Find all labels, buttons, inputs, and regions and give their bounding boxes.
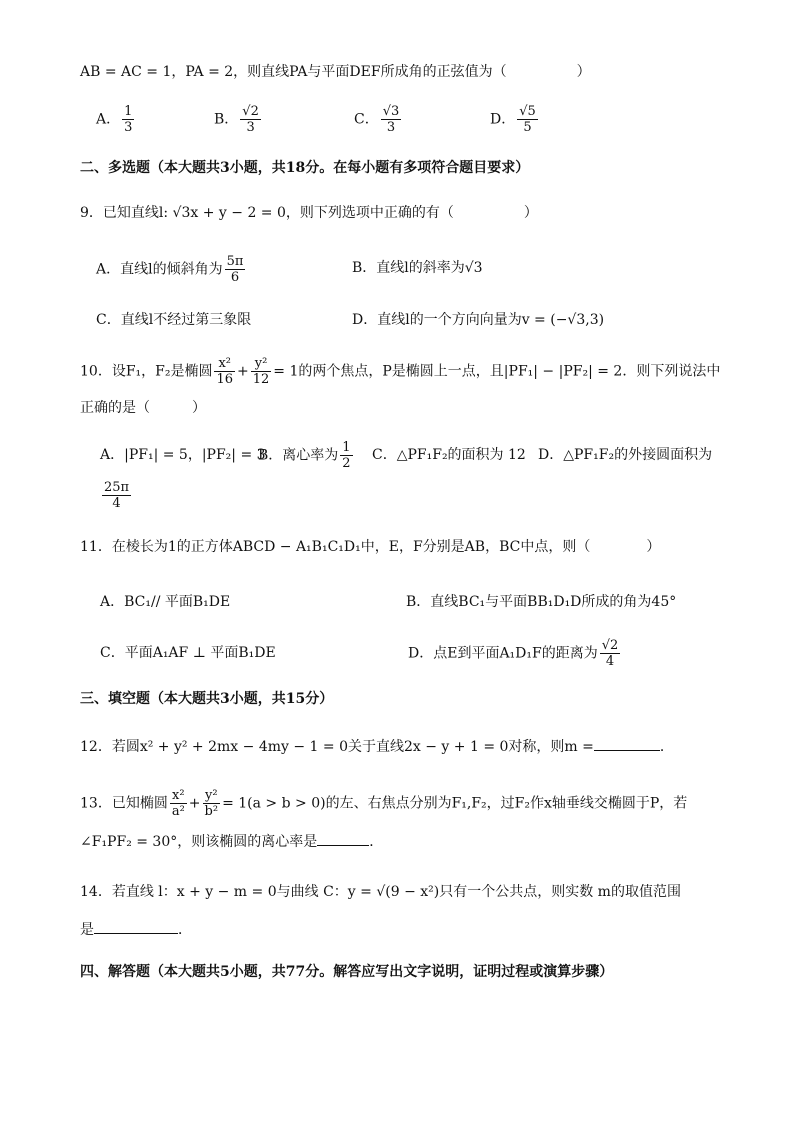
q8-option-a: A． $\frac{1}{3}$: [96, 104, 133, 135]
q13-stem-line2: ∠F₁PF₂ = 30°，则该椭圆的离心率是 ．: [80, 834, 384, 850]
q8-stem: AB = AC = 1，PA = 2，则直线PA与平面DEF所成角的正弦值为（ ）: [80, 64, 591, 80]
section-4-heading: 四、解答题（本大题共5小题，共77分。解答应写出文字说明，证明过程或演算步骤）: [80, 964, 614, 980]
q10-option-c: C．△PF₁F₂的面积为 12: [372, 447, 526, 463]
q10-option-a: A．|PF₁| = 5，|PF₂| = 3: [100, 447, 266, 463]
q9-option-d: D．直线l的一个方向向量为v = (−√3,3): [352, 312, 605, 328]
q13-answer-blank[interactable]: [317, 833, 369, 846]
section-2-heading: 二、多选题（本大题共3小题，共18分。在每小题有多项符合题目要求）: [80, 160, 530, 176]
q11-option-c: C．平面A₁AF ⊥ 平面B₁DE: [100, 645, 276, 661]
q14-answer-blank[interactable]: [94, 921, 178, 934]
q11-option-a: A．BC₁// 平面B₁DE: [100, 594, 231, 610]
q10-option-d: D．△PF₁F₂的外接圆面积为: [538, 447, 713, 463]
q13-stem: 13．已知椭圆 $\frac{\text{x²}}{\text{a²}}$ + $\frac{\text{y²}}{\text{b²}}$ = 1(a > b > 0)的左、右焦点分别为F₁,F₂，过F₂作x轴垂线交椭圆于P，若: [80, 788, 688, 819]
q10-stem: 10．设F₁，F₂是椭圆 $\frac{\text{x²}}{16}$ + $\frac{\text{y²}}{12}$ = 1的两个焦点，P是椭圆上一点，且|PF₁| − |PF₂| = 2．则下列说法中: [80, 356, 721, 387]
q14-stem-line2: 是 ．: [80, 922, 192, 938]
q10-option-d-value: $\frac{25\pi}{4}$: [104, 480, 130, 511]
q8-option-d: D． $\frac{√5}{5}$: [490, 104, 536, 135]
q11-option-b: B．直线BC₁与平面BB₁D₁D所成的角为45°: [406, 594, 677, 610]
q8-option-c: C． $\frac{√3}{3}$: [354, 104, 400, 135]
q14-stem: 14．若直线 l：x + y − m = 0与曲线 C：y = √(9 − x²)只有一个公共点，则实数 m的取值范围: [80, 884, 681, 900]
section-3-heading: 三、填空题（本大题共3小题，共15分）: [80, 691, 334, 707]
q9-option-b: B．直线l的斜率为√3: [352, 260, 483, 276]
q9-option-a: A．直线l的倾斜角为 $\frac{5\pi}{6}$: [96, 254, 244, 285]
q12-answer-blank[interactable]: [594, 738, 660, 751]
q12-stem: 12．若圆x² + y² + 2mx − 4my − 1 = 0关于直线2x − y + 1 = 0对称，则m = ．: [80, 739, 674, 755]
q11-stem: 11．在棱长为1的正方体ABCD − A₁B₁C₁D₁中，E，F分别是AB，BC中点，则（ ）: [80, 539, 661, 555]
q11-option-d: D．点E到平面A₁D₁F的距离为 $\frac{√2}{4}$: [408, 638, 619, 669]
q10-option-b: B．离心率为 $\frac{1}{2}$: [258, 440, 351, 471]
q10-stem-line2: 正确的是（ ）: [80, 400, 206, 416]
q9-stem: 9．已知直线l: √3x + y − 2 = 0，则下列选项中正确的有（ ）: [80, 205, 538, 221]
q8-option-b: B． $\frac{√2}{3}$: [214, 104, 259, 135]
q9-option-c: C．直线l不经过第三象限: [96, 312, 252, 328]
